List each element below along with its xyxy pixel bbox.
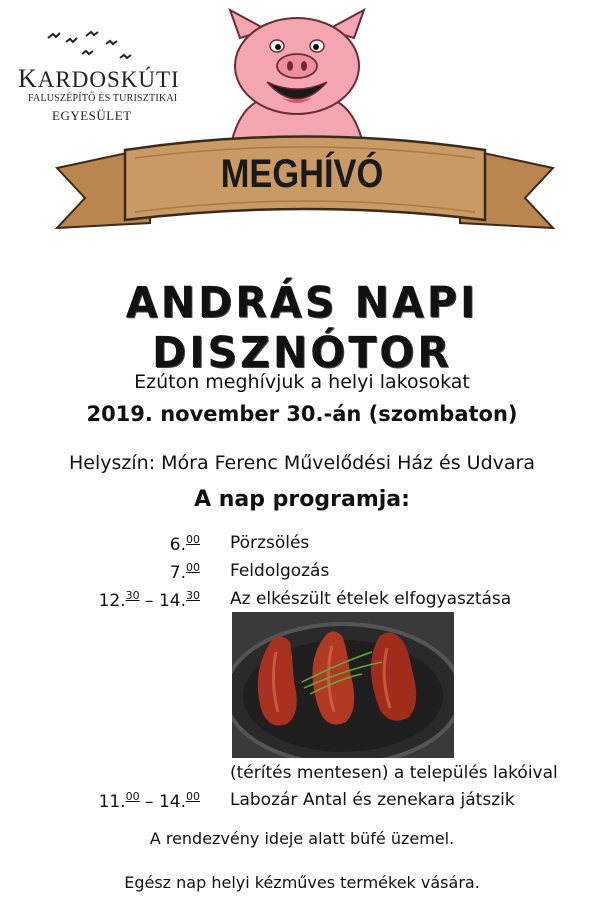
program-time: 7.00	[169, 561, 200, 583]
sausage-photo	[232, 612, 454, 758]
program-heading: A nap programja:	[194, 487, 410, 512]
logo-name: KARDOSKÚTI	[18, 64, 180, 93]
program-description: Pörzsölés	[230, 533, 310, 553]
invite-line: Ezúton meghívjuk a helyi lakosokat	[134, 371, 470, 393]
organization-logo	[14, 30, 184, 130]
date-line: 2019. november 30.-án (szombaton)	[86, 402, 518, 426]
birds-icon	[44, 30, 134, 64]
banner-title: MEGHÍVÓ	[220, 152, 384, 196]
program-description: Labozár Antal és zenekara játszik	[230, 790, 515, 810]
logo-subtitle-2: EGYESÜLET	[52, 108, 132, 123]
pig-illustration	[222, 8, 372, 140]
market-note: Egész nap helyi kézműves termékek vására.	[124, 873, 480, 892]
program-description: (térítés mentesen) a település lakóival	[230, 763, 558, 783]
event-title: ANDRÁS NAPI DISZNÓTOR	[125, 278, 479, 378]
location-line: Helyszín: Móra Ferenc Művelődési Ház és Udvara	[69, 452, 535, 474]
program-time: 11.00 – 14.00	[98, 790, 200, 812]
program-time: 6.00	[169, 533, 200, 555]
program-time: 12.30 – 14.30	[98, 589, 200, 611]
program-description: Az elkészült ételek elfogyasztása	[230, 589, 512, 609]
buffet-note: A rendezvény ideje alatt büfé üzemel.	[149, 829, 455, 848]
logo-subtitle: FALUSZÉPÍTŐ ÉS TURISZTIKAI	[28, 93, 178, 104]
program-description: Feldolgozás	[230, 561, 330, 581]
